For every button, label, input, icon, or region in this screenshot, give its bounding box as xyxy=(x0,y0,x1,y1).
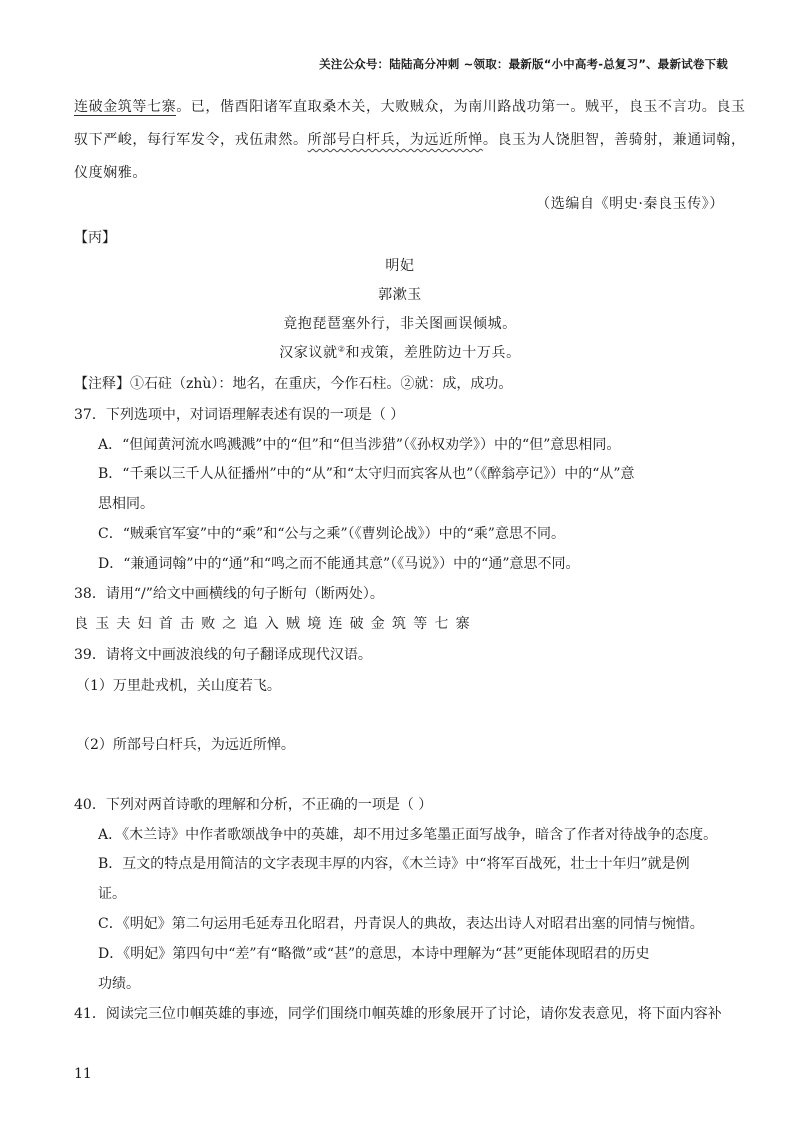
q40-option-a: A．《木兰诗》中作者歌颂战争中的英雄，却不用过多笔墨正面写战争，暗含了作者对待战争的态度。 xyxy=(98,827,718,843)
q38-sentence: 良玉夫妇首击败之追入贼境连破金筑等七寨 xyxy=(74,616,477,632)
section-label: 【丙】 xyxy=(74,230,116,246)
q37-option-b-cont: 思相同。 xyxy=(98,496,154,512)
q37-option-d: D．“兼通词翰”中的“通”和“鸣之而不能通其意”（《马说》）中的“通”意思不同。 xyxy=(98,556,580,572)
q40-option-d: D．《明妃》第四句中“差”有“略微”或“甚”的意思，本诗中理解为“甚”更能体现昭君的历史 xyxy=(98,946,650,962)
q40-option-c: C．《明妃》第二句运用毛延寿丑化昭君，丹青误人的典故，表达出诗人对昭君出塞的同情与惋惜。 xyxy=(98,916,704,932)
wavy-underlined-sentence: 所部号白杆兵，为远近所惮 xyxy=(307,132,483,148)
q37-stem: 37．下列选项中，对词语理解表述有误的一项是（ ） xyxy=(74,407,405,423)
q37-option-b: B．“千乘以三千人从征播州”中的“从”和“太守归而宾客从也”（《醉翁亭记》）中的“从”意 xyxy=(98,466,635,482)
q37-option-c: C．“贼乘官军宴”中的“乘”和“公与之乘”（《曹刿论战》）中的“乘”意思不同。 xyxy=(98,526,565,542)
q37-option-a: A．“但闻黄河流水鸣溅溅”中的“但”和“但当涉猎”（《孙权劝学》）中的“但”意思相同。 xyxy=(98,437,621,453)
poem-line-2-b: 和戎策，差胜防边十万兵。 xyxy=(345,345,521,361)
q41-stem: 41．阅读完三位巾帼英雄的事迹，同学们围绕巾帼英雄的形象展开了讨论，请你发表意见，将下面内容补 xyxy=(74,1006,722,1022)
page-number: 11 xyxy=(74,1066,92,1082)
annotation-note: 【注释】①石砫（zhù）：地名，在重庆，今作石柱。②就：成，成功。 xyxy=(74,376,513,392)
passage-line-1-rest: 。已，偕酉阳诸军直取桑木关，大败贼众，为南川路战功第一。贼平，良玉不言功。良玉 xyxy=(176,99,746,115)
poem-line-2 xyxy=(0,342,800,362)
q40-option-b: B．互文的特点是用简洁的文字表现丰厚的内容，《木兰诗》中“将军百战死，壮士十年归”就是例 xyxy=(98,856,690,872)
passage-line-2-post: 。良玉为人饶胆智，善骑射，兼通词翰， xyxy=(482,132,746,148)
passage-source: （选编自《明史·秦良玉传》） xyxy=(536,196,724,212)
poem-author: 郭漱玉 xyxy=(378,287,422,303)
underlined-sentence: 连破金筑等七寨 xyxy=(74,99,177,115)
footnote-marker: ② xyxy=(337,344,346,354)
page-header: 关注公众号：陆陆高分冲刺 ~领取：最新版“小中高考-总复习”、最新试卷下载 xyxy=(319,57,728,71)
passage-line-2 xyxy=(74,129,746,149)
poem-title: 明妃 xyxy=(385,258,415,274)
passage-line-1 xyxy=(74,96,746,116)
q40-option-d-cont: 功绩。 xyxy=(98,976,140,992)
q38-stem: 38．请用“/”给文中画横线的句子断句（断两处）。 xyxy=(74,586,384,602)
passage-line-3: 仪度娴雅。 xyxy=(74,165,147,181)
poem-line-2-a: 汉家议就 xyxy=(279,345,338,361)
q39-sentence-1: （1）万里赴戎机，关山度若飞。 xyxy=(76,678,281,694)
poem-line-1: 竟抱琵琶塞外行，非关图画误倾城。 xyxy=(283,316,517,332)
q39-sentence-2: （2）所部号白杆兵，为远近所惮。 xyxy=(76,737,295,753)
q40-option-b-cont: 证。 xyxy=(98,886,126,902)
q39-stem: 39．请将文中画波浪线的句子翻译成现代汉语。 xyxy=(74,647,372,663)
passage-line-2-pre: 驭下严峻，每行军发令，戎伍肃然。 xyxy=(74,132,308,148)
q40-stem: 40．下列对两首诗歌的理解和分析，不正确的一项是（ ） xyxy=(74,797,433,813)
